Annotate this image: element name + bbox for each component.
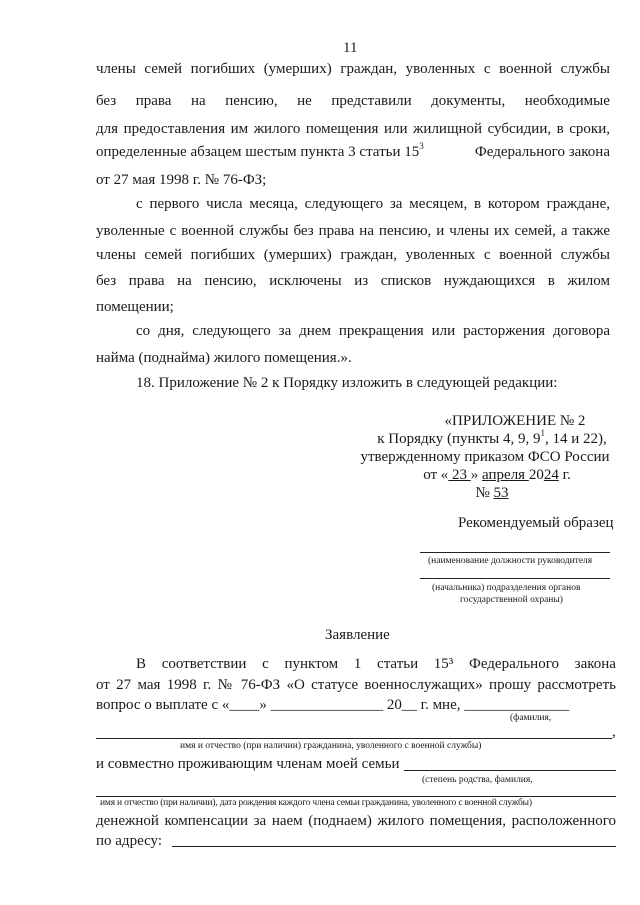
word: необходимые bbox=[524, 93, 610, 109]
word: граждан, bbox=[340, 247, 398, 263]
word: без bbox=[96, 93, 117, 109]
word: В bbox=[136, 656, 147, 672]
word: статьи bbox=[377, 656, 419, 672]
word: нуждающихся bbox=[443, 273, 536, 289]
appendix-approved: утвержденному приказом ФСО России bbox=[360, 449, 610, 465]
word: семей bbox=[144, 247, 183, 263]
word: на bbox=[177, 273, 192, 289]
form-line1 bbox=[136, 655, 616, 673]
para3-line2: найма (поднайма) жилого помещения.». bbox=[96, 350, 352, 366]
word: члены bbox=[96, 247, 136, 263]
hint-members: имя и отчество (при наличии), дата рождения каждого члена семьи гражданина, уволенного с военной службы) bbox=[100, 798, 532, 808]
form-line8: по адресу: bbox=[96, 833, 163, 849]
appendix-date: от « 23 » апреля 2024 г. bbox=[423, 467, 571, 483]
word: списков bbox=[380, 273, 432, 289]
word: члены bbox=[96, 61, 136, 77]
word: с bbox=[483, 61, 491, 77]
appendix-number: № 53 bbox=[475, 485, 509, 501]
word: представили bbox=[331, 93, 412, 109]
word: им bbox=[230, 121, 249, 137]
form-line5: и совместно проживающим членам моей семьи bbox=[96, 756, 400, 772]
appendix-block bbox=[360, 412, 610, 502]
word: службы bbox=[560, 247, 610, 263]
word: права bbox=[135, 93, 172, 109]
word: в bbox=[547, 273, 555, 289]
word: жилом bbox=[567, 273, 610, 289]
word: в bbox=[556, 121, 564, 137]
para2-line2: уволенные с военной службы без права на пенсию, и члены их семей, а также bbox=[96, 223, 610, 239]
word: уволенных bbox=[405, 61, 476, 77]
form-heading: Заявление bbox=[325, 627, 390, 643]
word: исключены bbox=[269, 273, 342, 289]
word: (умерших) bbox=[263, 61, 332, 77]
hint-name: имя и отчество (при наличии) гражданина, уволенного с военной службы) bbox=[180, 741, 482, 751]
word: с bbox=[483, 247, 491, 263]
appendix-title: «ПРИЛОЖЕНИЕ № 2 bbox=[444, 413, 586, 429]
para1-line4: определенные абзацем шестым пункта 3 статьи $15^3$ Федерального закона bbox=[96, 141, 610, 160]
addressee-hint-1: (наименование должности руководителя bbox=[428, 556, 593, 566]
word: документы, bbox=[431, 93, 506, 109]
word: жилого bbox=[253, 121, 301, 137]
appendix-ref: к Порядку (пункты 4, 9, $9^1$, 14 и 22), bbox=[377, 428, 607, 447]
name-field-rule[interactable] bbox=[96, 738, 612, 739]
item-18: 18. Приложение № 2 к Порядку изложить в следующей редакции: bbox=[136, 375, 558, 391]
addressee-rule-2 bbox=[420, 578, 610, 579]
recommended-sample: Рекомендуемый образец bbox=[458, 515, 614, 531]
word: Федерального bbox=[468, 656, 559, 672]
word: без bbox=[96, 273, 117, 289]
word: 1 bbox=[353, 656, 362, 672]
page-number: 11 bbox=[343, 40, 358, 56]
addressee-hint-3: государственной охраны) bbox=[460, 595, 563, 605]
addressee-rule-1 bbox=[420, 552, 610, 553]
word: жилищной bbox=[413, 121, 483, 137]
word: на bbox=[191, 93, 206, 109]
word: с bbox=[262, 656, 269, 672]
para2-line3 bbox=[96, 246, 610, 264]
word: пунктом bbox=[284, 656, 339, 672]
para2-line1: с первого числа месяца, следующего за месяцем, в котором граждане, bbox=[136, 196, 610, 212]
word: пенсию, bbox=[204, 273, 257, 289]
word: закона bbox=[574, 656, 616, 672]
word: погибших bbox=[190, 61, 256, 77]
para3-line1: со дня, следующего за днем прекращения или расторжения договора bbox=[136, 323, 610, 339]
form-line7: денежной компенсации за наем (поднаем) жилого помещения, расположенного bbox=[96, 813, 616, 829]
word: граждан, bbox=[340, 61, 398, 77]
word: права bbox=[128, 273, 165, 289]
word: уволенных bbox=[405, 247, 476, 263]
word: погибших bbox=[190, 247, 256, 263]
word: службы bbox=[560, 61, 610, 77]
word: субсидии, bbox=[487, 121, 552, 137]
name-field-comma: , bbox=[612, 724, 616, 740]
word: из bbox=[354, 273, 369, 289]
word: военной bbox=[499, 247, 552, 263]
word: военной bbox=[499, 61, 552, 77]
hint-kin: (степень родства, фамилия, bbox=[422, 775, 533, 785]
word: сроки, bbox=[569, 121, 610, 137]
para1-line2 bbox=[96, 92, 610, 110]
word: семей bbox=[144, 61, 183, 77]
para1-line3 bbox=[96, 120, 610, 138]
members-field-rule[interactable] bbox=[96, 796, 616, 797]
word: (умерших) bbox=[263, 247, 332, 263]
para2-line5: помещении; bbox=[96, 299, 174, 315]
address-field-rule[interactable] bbox=[172, 846, 616, 847]
para2-line4 bbox=[96, 272, 610, 290]
form-line2: от 27 мая 1998 г. № 76-ФЗ «О статусе военнослужащих» прошу рассмотреть bbox=[96, 677, 616, 693]
para1-line5: от 27 мая 1998 г. № 76-ФЗ; bbox=[96, 172, 267, 188]
addressee-hint-2: (начальника) подразделения органов bbox=[432, 583, 581, 593]
hint-fio: (фамилия, bbox=[510, 713, 552, 723]
form-line3: вопрос о выплате с «____» _______________ 20__ г. мне, ______________ bbox=[96, 697, 570, 713]
word: предоставления bbox=[123, 121, 226, 137]
word: не bbox=[297, 93, 312, 109]
family-field-rule[interactable] bbox=[404, 770, 616, 771]
word: для bbox=[96, 121, 119, 137]
word: пенсию, bbox=[225, 93, 278, 109]
para1-line1 bbox=[96, 60, 610, 78]
word: помещения bbox=[305, 121, 379, 137]
word: 15³ bbox=[433, 656, 454, 672]
word: соответствии bbox=[161, 656, 247, 672]
word: или bbox=[383, 121, 408, 137]
